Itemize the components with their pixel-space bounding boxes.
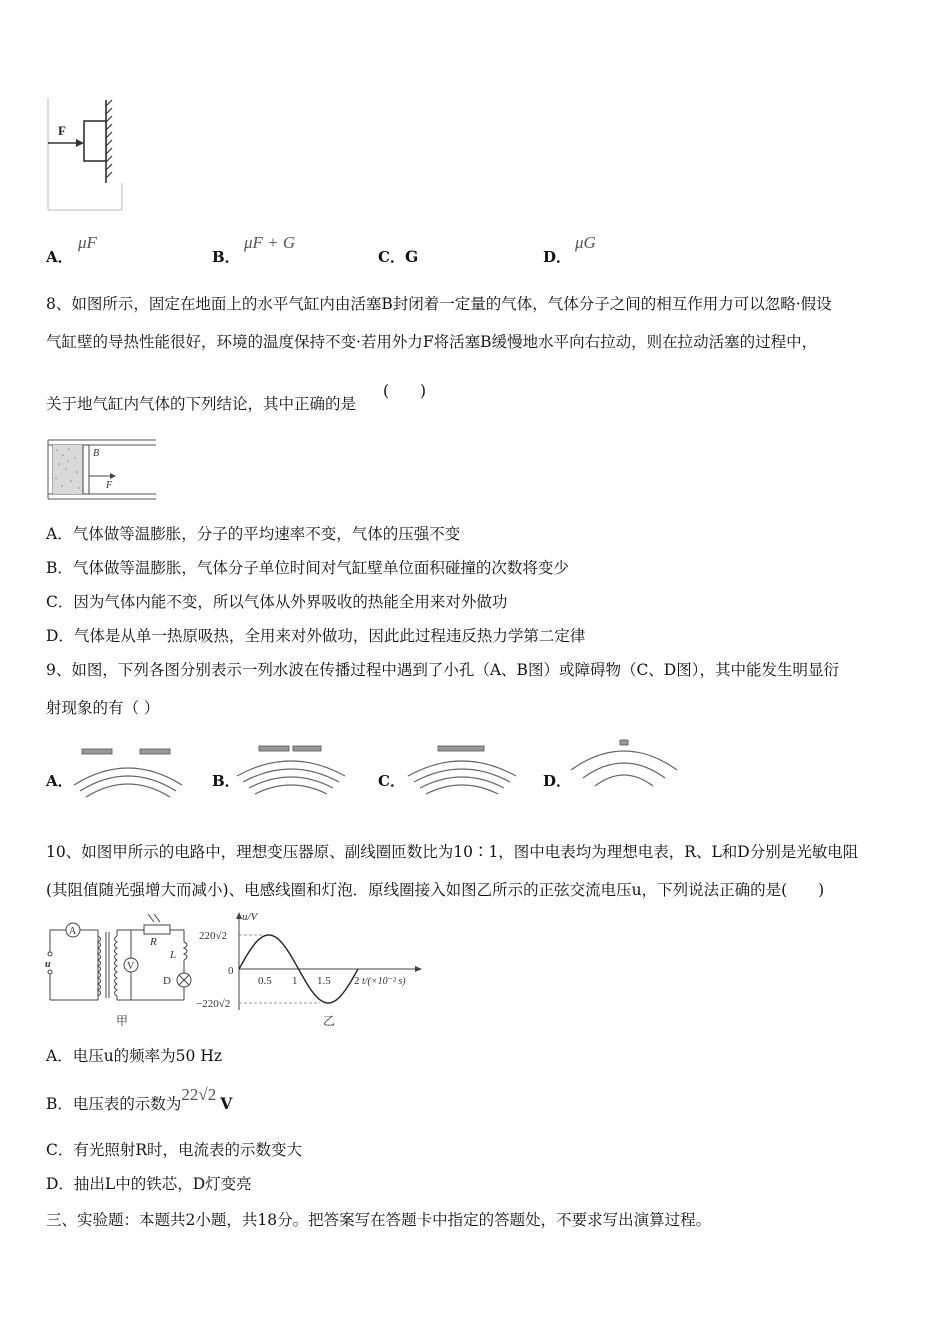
q10-option-b-expr: 22√2 bbox=[181, 1085, 217, 1104]
q10-inductor-label: L bbox=[170, 949, 177, 961]
section-3-heading: 三、实验题：本题共2小题，共18分。把答案写在答题卡中指定的答题处，不要求写出演算过程。 bbox=[46, 1211, 712, 1229]
q9-stem-line1: 9、如图，下列各图分别表示一列水波在传播过程中遇到了小孔（A、B图）或障碍物（C、D图），其中能发生明显衍 bbox=[46, 661, 839, 679]
q8-option-c: C．因为气体内能不变，所以气体从外界吸收的热能全用来对外做功 bbox=[46, 593, 508, 611]
q8-stem-line2: 气缸壁的导热性能很好，环境的温度保持不变·若用外力F将活塞B缓慢地水平向右拉动，则在拉动活塞的过程中， bbox=[46, 333, 818, 351]
q10-option-a: A．电压u的频率为50 Hz bbox=[46, 1047, 223, 1065]
q8-stem-line1: 8、如图所示，固定在地面上的水平气缸内由活塞B封闭着一定量的气体，气体分子之间的相互作用力可以忽略·假设 bbox=[46, 295, 832, 313]
q8-force-label: F bbox=[106, 480, 113, 491]
q9-figure-a bbox=[70, 745, 186, 801]
q10-graph-xtick-3: 2 bbox=[354, 975, 360, 987]
q9-figure-d bbox=[567, 736, 683, 792]
q7-figure bbox=[44, 98, 126, 214]
q9-option-d-label: D． bbox=[543, 772, 572, 790]
q10-graph-ymax-label: 220√2 bbox=[199, 930, 228, 942]
q7-option-a-expr: μF bbox=[78, 233, 97, 252]
q7-option-c-expr: G bbox=[404, 247, 419, 266]
q7-option-a-label: A． bbox=[46, 248, 73, 266]
q10-option-b bbox=[46, 1085, 233, 1115]
q9-option-c-label: C． bbox=[378, 772, 405, 790]
q10-graph-xtick-0: 0.5 bbox=[258, 975, 272, 987]
q8-answer-paren: ( ) bbox=[383, 382, 427, 400]
q7-option-c-label: C． bbox=[378, 248, 405, 266]
q10-resistor-label: R bbox=[150, 936, 157, 948]
q10-stem-line1: 10、如图甲所示的电路中，理想变压器原、副线圈匝数比为10∶1，图中电表均为理想电表，R、L和D分别是光敏电阻 bbox=[46, 843, 859, 861]
q10-circuit-caption: 甲 bbox=[116, 1014, 129, 1028]
q10-option-b-text: B．电压表的示数为 bbox=[46, 1095, 182, 1113]
q10-voltmeter-label: V bbox=[127, 961, 135, 972]
q10-ammeter-label: A bbox=[69, 926, 77, 937]
q9-figure-b bbox=[233, 742, 349, 798]
q7-option-a bbox=[46, 233, 97, 268]
q10-graph-xlabel: t/(×10⁻² s) bbox=[362, 976, 406, 987]
q10-graph-ymin-label: −220√2 bbox=[196, 998, 231, 1010]
q7-option-d bbox=[543, 233, 596, 268]
q10-graph-caption: 乙 bbox=[323, 1014, 336, 1028]
q10-lamp-label: D bbox=[163, 975, 171, 987]
q7-option-b bbox=[212, 233, 296, 268]
q8-piston-label: B bbox=[93, 448, 100, 459]
q10-graph-ylabel: u/V bbox=[242, 911, 258, 923]
q8-option-d: D．气体是从单一热原吸热，全用来对外做功，因此此过程违反热力学第二定律 bbox=[46, 627, 586, 645]
q9-option-a-label: A． bbox=[46, 772, 73, 790]
q10-source-label: u bbox=[45, 959, 51, 970]
q7-force-label: F bbox=[58, 123, 66, 138]
q10-graph-origin: 0 bbox=[228, 965, 234, 977]
q7-option-b-expr: μF + G bbox=[244, 233, 296, 252]
q7-option-d-label: D． bbox=[543, 248, 572, 266]
q8-option-b: B．气体做等温膨胀，气体分子单位时间对气缸壁单位面积碰撞的次数将变少 bbox=[46, 559, 569, 577]
q10-voltage-graph bbox=[196, 908, 426, 1032]
q8-stem-line3: 关于地气缸内气体的下列结论，其中正确的是 bbox=[46, 395, 357, 413]
q10-graph-xtick-2: 1.5 bbox=[317, 975, 331, 987]
q8-figure bbox=[44, 436, 160, 504]
q9-figure-c bbox=[404, 742, 520, 798]
q10-circuit-figure bbox=[44, 912, 204, 1032]
q7-option-d-expr: μG bbox=[575, 233, 596, 252]
q7-option-c bbox=[378, 246, 418, 268]
q10-stem-line2: (其阻值随光强增大而减小)、电感线圈和灯泡．原线圈接入如图乙所示的正弦交流电压u，下列说法正确的是( ) bbox=[46, 881, 825, 899]
q10-option-c: C．有光照射R时，电流表的示数变大 bbox=[46, 1141, 303, 1159]
q9-option-b-label: B． bbox=[212, 772, 240, 790]
q10-graph-xtick-1: 1 bbox=[292, 975, 298, 987]
q9-stem-line2: 射现象的有（ ） bbox=[46, 699, 160, 717]
q7-option-b-label: B． bbox=[212, 248, 240, 266]
q10-option-d: D．抽出L中的铁芯，D灯变亮 bbox=[46, 1175, 252, 1193]
q8-option-a: A．气体做等温膨胀，分子的平均速率不变，气体的压强不变 bbox=[46, 525, 461, 543]
q10-option-b-unit: V bbox=[220, 1094, 233, 1113]
